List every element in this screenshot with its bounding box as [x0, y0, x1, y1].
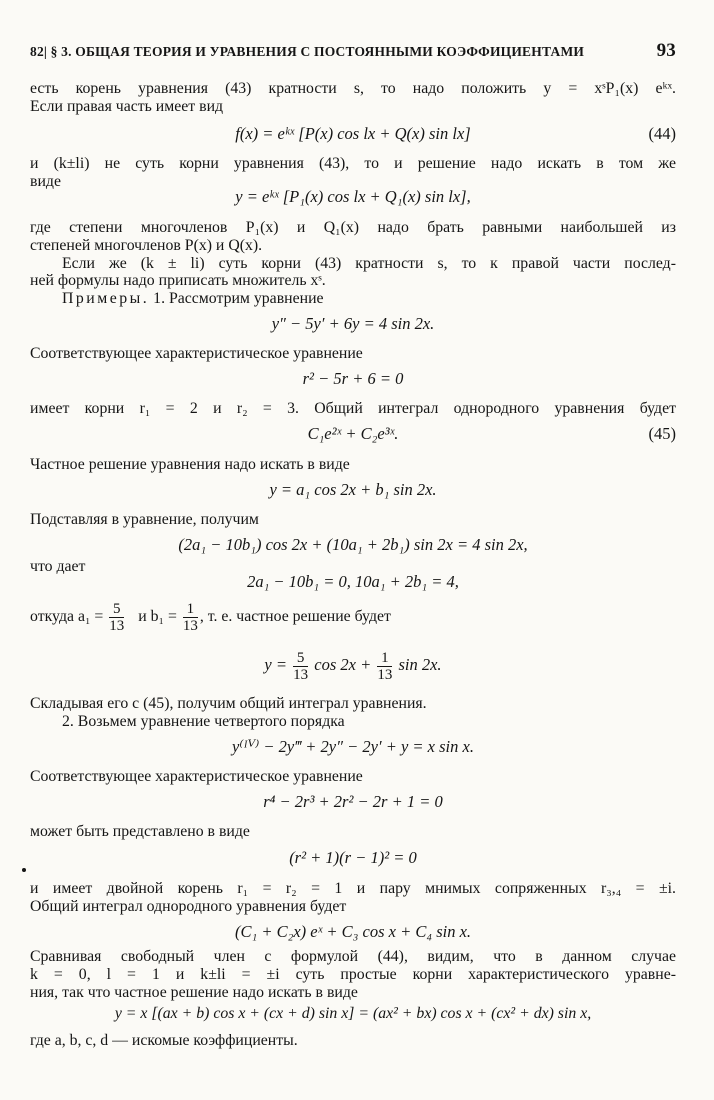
formula-factored: (r² + 1)(r − 1)² = 0: [289, 848, 417, 867]
formula-system: 2a₁ − 10b₁ = 0, 10a₁ + 2b₁ = 4,: [247, 572, 459, 591]
text-line: и (k±li) не суть корни уравнения (43), то и решение надо искать в том же: [30, 155, 676, 172]
text-segment: и b₁ =: [138, 608, 177, 625]
examples-text: 1. Рассмотрим уравнение: [149, 290, 324, 307]
formula-particular: y = a₁ cos 2x + b₁ sin 2x.: [269, 480, 437, 499]
fraction-denominator: 13: [182, 617, 198, 634]
formula-final: y = x [(ax + b) cos x + (cx + d) sin x] = (ax² + bx) cos x + (cx² + dx) sin x,: [114, 1005, 592, 1022]
fraction-a1: [109, 601, 124, 634]
text-segment: откуда a₁ =: [30, 608, 104, 625]
fraction-1-13: [377, 650, 392, 683]
fraction-b1: [183, 601, 198, 634]
text-line: что дает: [30, 558, 86, 575]
fraction-denominator: 13: [293, 666, 309, 683]
page-number: 93: [656, 40, 676, 61]
text-line: есть корень уравнения (43) кратности s, то надо положить y = xˢP₁(x) eᵏˣ.: [30, 80, 676, 97]
formula-45: C₁e²ˣ + C₂e³ˣ.: [307, 424, 399, 443]
fraction-numerator: 1: [377, 650, 392, 667]
formula-general-integral: (C₁ + C₂x) eˣ + C₃ cos x + C₄ sin x.: [234, 922, 472, 941]
text-line: Если же (k ± li) суть корни (43) кратности s, то к правой части послед-: [62, 255, 676, 272]
equation-number-45: (45): [648, 424, 676, 443]
formula-example-1: y″ − 5y′ + 6y = 4 sin 2x.: [271, 314, 435, 333]
examples-line: [30, 290, 676, 308]
running-header: [30, 40, 676, 62]
formula-example-2: y⁽ᴵⱽ⁾ − 2y‴ + 2y″ − 2y′ + y = x sin x.: [232, 737, 474, 756]
formula-characteristic-1: r² − 5r + 6 = 0: [302, 369, 404, 388]
header-title: 82| § 3. ОБЩАЯ ТЕОРИЯ И УРАВНЕНИЯ С ПОСТОЯННЫМИ КОЭФФИЦИЕНТАМИ: [30, 44, 585, 59]
text-line: Подставляя в уравнение, получим: [30, 511, 259, 528]
text-line: Частное решение уравнения надо искать в виде: [30, 456, 350, 473]
fraction-denominator: 13: [377, 666, 393, 683]
formula-segment: y =: [264, 655, 288, 674]
formula-solution-form: y = eᵏˣ [P₁(x) cos lx + Q₁(x) sin lx],: [235, 187, 471, 206]
fraction-numerator: 5: [293, 650, 308, 667]
text-line: где степени многочленов P₁(x) и Q₁(x) надо брать равными наибольшей из: [30, 219, 676, 236]
text-line: Если правая часть имеет вид: [30, 98, 224, 115]
equation-number-44: (44): [648, 124, 676, 143]
text-line: и имеет двойной корень r₁ = r₂ = 1 и пару мнимых сопряженных r₃,₄ = ±i.: [30, 880, 676, 897]
text-line: виде: [30, 173, 61, 190]
text-line: может быть представлено в виде: [30, 823, 250, 840]
text-line: 2. Возьмем уравнение четвертого порядка: [62, 713, 345, 730]
fraction-numerator: 5: [109, 601, 124, 618]
examples-heading: Примеры.: [62, 290, 150, 307]
text-line: Складывая его с (45), получим общий интеграл уравнения.: [30, 695, 427, 712]
text-line: Соответствующее характеристическое уравнение: [30, 768, 363, 785]
fraction-numerator: 1: [183, 601, 198, 618]
fraction-5-13: [293, 650, 308, 683]
text-line: Соответствующее характеристическое уравнение: [30, 345, 363, 362]
formula-answer: [30, 648, 676, 683]
text-line: ния, так что частное решение надо искать в виде: [30, 984, 358, 1001]
text-line: имеет корни r₁ = 2 и r₂ = 3. Общий интеграл однородного уравнения будет: [30, 400, 676, 417]
text-line: k = 0, l = 1 и k±li = ±i суть простые корни характеристического уравне-: [30, 966, 676, 983]
ink-dot: [22, 868, 26, 872]
text-line: Сравнивая свободный член с формулой (44), видим, что в данном случае: [30, 948, 676, 965]
formula-substitution: (2a₁ − 10b₁) cos 2x + (10a₁ + 2b₁) sin 2x = 4 sin 2x,: [178, 535, 528, 554]
text-line: где a, b, c, d — искомые коэффициенты.: [30, 1032, 298, 1049]
text-line: ней формулы надо приписать множитель xˢ.: [30, 272, 326, 289]
formula-44: f(x) = eᵏˣ [P(x) cos lx + Q(x) sin lx]: [235, 124, 471, 143]
text-segment: , т. е. частное решение будет: [199, 608, 391, 625]
text-line: степеней многочленов P(x) и Q(x).: [30, 237, 263, 254]
formula-characteristic-2: r⁴ − 2r³ + 2r² − 2r + 1 = 0: [263, 792, 443, 811]
fraction-denominator: 13: [109, 617, 125, 634]
page-header-row: [30, 40, 676, 62]
formula-segment: sin 2x.: [398, 655, 442, 674]
formula-segment: cos 2x +: [314, 655, 372, 674]
text-line: Общий интеграл однородного уравнения будет: [30, 898, 347, 915]
text-line-fractions: [30, 600, 676, 634]
